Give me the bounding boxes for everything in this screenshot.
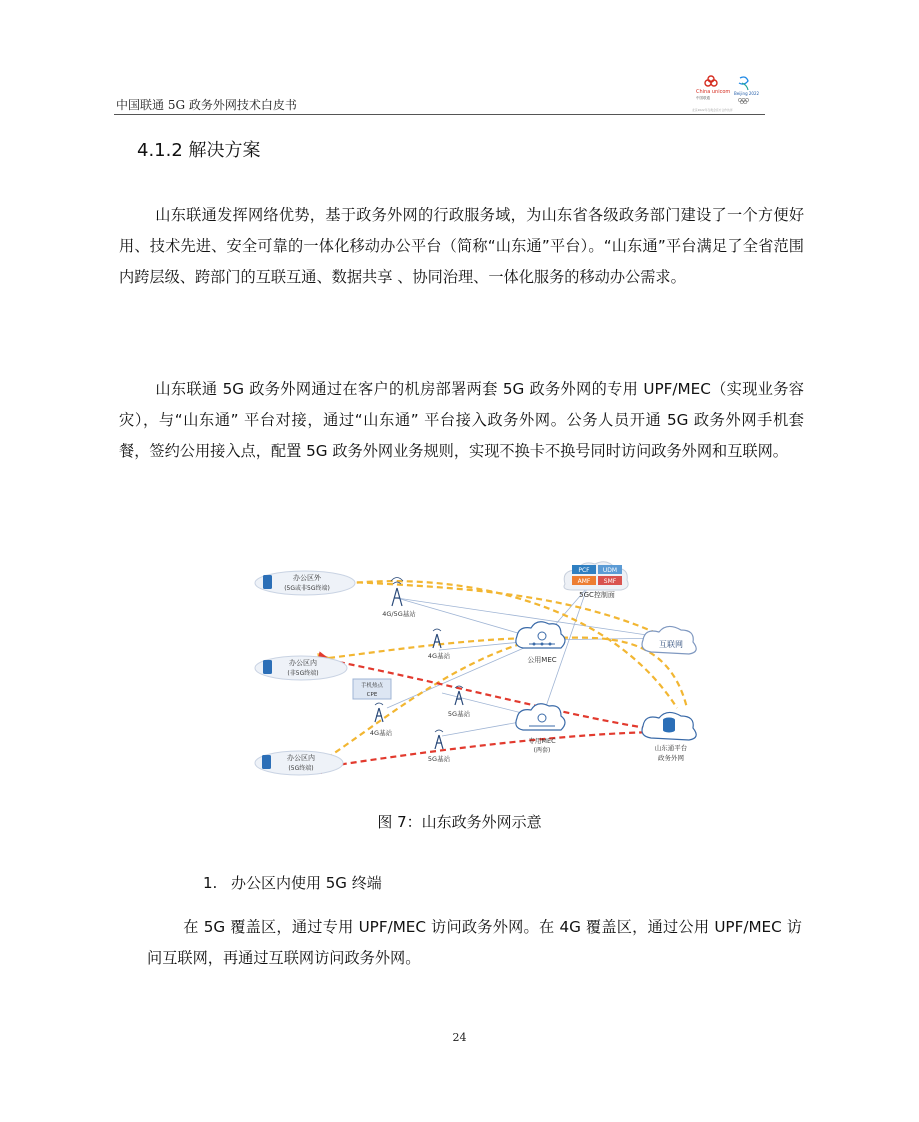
list-item: [203, 872, 382, 893]
header-divider: [114, 114, 765, 115]
antenna-icon: [375, 703, 383, 722]
paragraph-3: [147, 912, 802, 974]
paragraph-2: [119, 374, 804, 467]
platform-label: 山东通平台: [654, 744, 688, 752]
cpe-box: [353, 679, 391, 699]
terminal-outside-label: 办公区外: [293, 574, 321, 582]
page-number: 24: [452, 1031, 467, 1044]
terminal-inside-5g-sub: (5G终端): [288, 765, 314, 772]
nf-smf: SMF: [603, 578, 617, 585]
svg-text:中国联通: 中国联通: [696, 96, 710, 100]
private-mec-cloud: [516, 704, 565, 754]
unicom-logo: [688, 74, 766, 114]
figure-caption: 图 7：山东政务外网示意: [377, 813, 542, 831]
svg-text:China unicom: China unicom: [696, 89, 731, 95]
terminal-inside-5g: [255, 751, 343, 775]
paragraph-3-text: 在 5G 覆盖区，通过专用 UPF/MEC 访问政务外网。在 4G 覆盖区，通过公用 UPF/MEC 访问互联网，再通过互联网访问政务外网。: [147, 918, 802, 967]
list-item-number: 1.: [203, 874, 218, 892]
red-paths: [329, 660, 659, 766]
platform-cloud: [642, 712, 696, 762]
cpe-label-1: 手机热点: [360, 683, 384, 689]
terminal-inside-non5g-sub: (非5G终端): [287, 670, 319, 677]
public-mec-label: 公用MEC: [527, 656, 557, 664]
core-label: 5GC控制面: [579, 591, 615, 599]
private-mec-sub: (两套): [533, 747, 551, 754]
terminal-inside-non5g-label: 办公区内: [289, 659, 317, 667]
paragraph-1-text: 山东联通发挥网络优势，基于政务外网的行政服务域，为山东省各级政务部门建设了一个方便好用、技术先进、安全可靠的一体化移动办公平台（简称“山东通”平台）。“山东通”平台满足了全省范围内跨层级、跨部门的互联互通、数据共享 、协同治理、一体化服务的移动办公需求。: [119, 206, 804, 286]
antenna-icon: [433, 629, 441, 648]
paragraph-1: [119, 200, 804, 293]
terminal-outside: [255, 571, 355, 595]
station-4g-label: 4G基站: [427, 652, 451, 660]
terminal-inside-non5g: [255, 656, 347, 680]
nf-udm: UDM: [602, 567, 618, 574]
station-5g-b-label: 5G基站: [427, 755, 451, 763]
nf-amf: AMF: [577, 578, 591, 585]
section-heading: 4.1.2 解决方案: [137, 140, 261, 161]
private-mec-label: 专用MEC: [528, 737, 556, 745]
platform-sub: 政务外网: [658, 754, 684, 762]
public-mec-cloud: [516, 622, 565, 664]
internet-cloud: [642, 626, 696, 654]
station-5g-a-label: 5G基站: [447, 710, 471, 718]
svg-text:Beijing 2022: Beijing 2022: [734, 91, 760, 96]
station-4g5g-label: 4G/5G基站: [382, 610, 416, 618]
list-item-text: 办公区内使用 5G 终端: [231, 874, 382, 892]
terminal-outside-sub: (5G或非5G终端): [284, 585, 330, 592]
terminal-inside-5g-label: 办公区内: [287, 754, 315, 762]
internet-label: 互联网: [659, 640, 683, 649]
paragraph-2-text: 山东联通 5G 政务外网通过在客户的机房部署两套 5G 政务外网的专用 UPF/MEC（实现业务容灾），与“山东通” 平台对接，通过“山东通” 平台接入政务外网。公务人员开通 5G 政务外网手机套餐，签约公用接入点，配置 5G 政务外网业务规则，实现不换卡不换号同时访问政务外网和互联网。: [119, 380, 804, 460]
cpe-label-2: CPE: [366, 692, 378, 698]
header-title: 中国联通 5G 政务外网技术白皮书: [116, 98, 297, 112]
network-diagram: [247, 558, 709, 778]
station-4g-b-label: 4G基站: [369, 729, 393, 737]
core-control-plane: [564, 562, 628, 599]
nf-pcf: PCF: [578, 567, 590, 574]
svg-text:北京2022年冬奥会官方合作伙伴: 北京2022年冬奥会官方合作伙伴: [692, 108, 733, 112]
antenna-icon: [435, 730, 443, 749]
